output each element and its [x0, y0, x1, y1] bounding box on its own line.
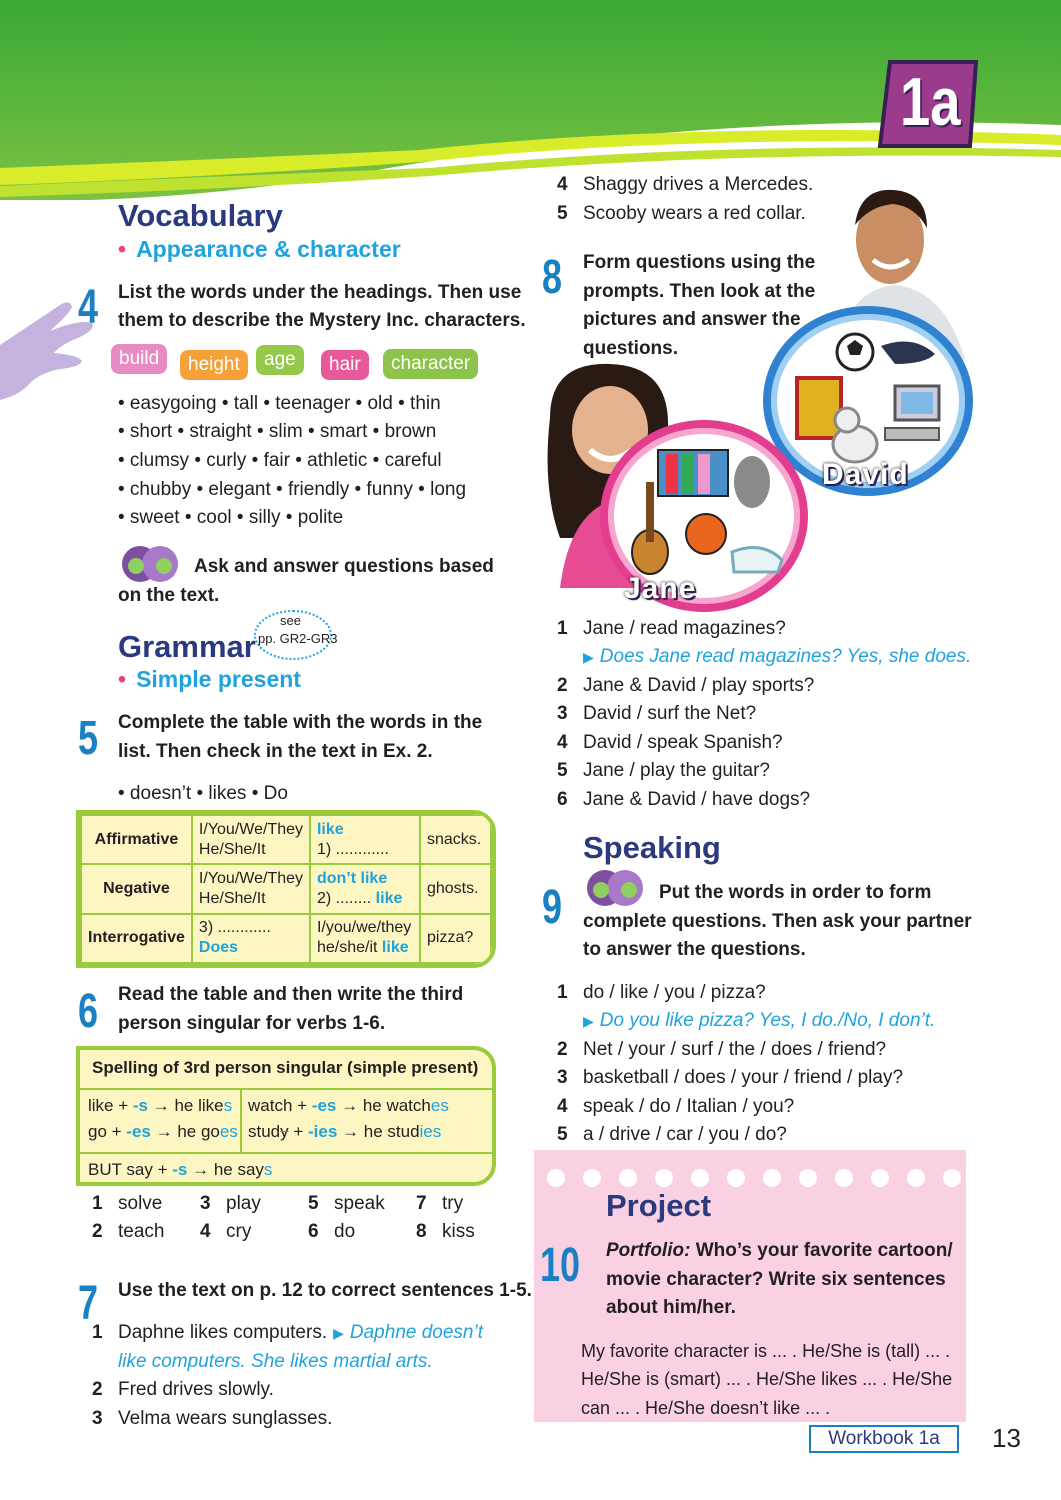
item-number: 6	[308, 1221, 319, 1242]
item-number: 5	[308, 1193, 319, 1214]
exercise-4-number: 4	[78, 281, 99, 334]
rule-part: +	[288, 1122, 309, 1141]
prompt: Jane / read magazines?	[583, 618, 786, 639]
row-label: Interrogative	[81, 914, 192, 963]
exercise-8-instruction-2: prompts. Then look at the	[583, 281, 816, 302]
prompt: Jane / play the guitar?	[583, 760, 770, 781]
bullet-icon: •	[118, 236, 127, 262]
rule-part: → he like	[148, 1096, 224, 1115]
rule-suffix: -es	[311, 1096, 337, 1115]
verb: cry	[226, 1221, 252, 1242]
rule-say	[88, 1160, 272, 1180]
exercise-7-instruction: Use the text on p. 12 to correct sentences 1-5.	[118, 1280, 532, 1301]
rule-go	[88, 1122, 238, 1142]
verb-item	[200, 1190, 261, 1219]
pair-work-icon	[120, 544, 180, 584]
rule-part: → he watch	[336, 1096, 431, 1115]
item-number: 1	[92, 1193, 103, 1214]
model-answer: Daphne doesn’t	[349, 1322, 483, 1343]
rule-part: go +	[88, 1122, 127, 1141]
prompt: David / speak Spanish?	[583, 732, 783, 753]
item-number: 1	[557, 982, 568, 1003]
exercise-10-instruction-1	[606, 1237, 953, 1266]
rule-crossed: y	[280, 1122, 289, 1141]
item-number: 3	[92, 1408, 103, 1429]
subject-verb	[317, 938, 413, 958]
notebook-holes-decoration	[534, 1164, 966, 1192]
unit-tab	[876, 58, 984, 150]
exercise-7-number: 7	[78, 1277, 99, 1330]
rule-part: stud	[248, 1122, 281, 1141]
row-label: Negative	[81, 864, 192, 913]
item-number: 2	[557, 675, 568, 696]
table-cell: snacks.	[420, 815, 491, 864]
table-row	[81, 815, 491, 864]
prompt: Jane & David / have dogs?	[583, 789, 811, 810]
item-number: 2	[557, 1039, 568, 1060]
sentence: Scooby wears a red collar.	[583, 203, 806, 224]
prompt: basketball / does / your / friend / play?	[583, 1067, 904, 1088]
item-number: 7	[416, 1193, 427, 1214]
exercise-9-instruction-2: complete questions. Then ask your partner	[583, 911, 972, 932]
exercise-5-word-list: • doesn’t • likes • Do	[118, 783, 288, 804]
item-number: 5	[557, 760, 568, 781]
spelling-title: Spelling of 3rd person singular (simple present)	[92, 1058, 479, 1077]
ex9-item-4	[557, 1093, 794, 1122]
spelling-divider	[80, 1152, 496, 1154]
word-line-3: • clumsy • curly • fair • athletic • careful	[118, 450, 442, 471]
rule-suffix: -es	[126, 1122, 151, 1141]
rule-suffix: es	[219, 1122, 238, 1141]
ex7-item-4	[557, 171, 813, 200]
exercise-6-instruction-2: person singular for verbs 1-6.	[118, 1013, 386, 1034]
item-number: 1	[557, 618, 568, 639]
rule-part: → he stud	[337, 1122, 420, 1141]
grammar-table-box	[76, 810, 496, 968]
blank: 3) ............	[198, 919, 271, 937]
ex9-item-5	[557, 1121, 787, 1150]
word-line-2: • short • straight • slim • smart • brown	[118, 421, 437, 442]
prompt: Net / your / surf / the / does / friend?	[583, 1039, 887, 1060]
table-cell	[310, 914, 420, 963]
subject: he/she/it	[316, 939, 378, 957]
arrow-icon: ▶	[583, 649, 594, 665]
blank: 2) ........	[316, 889, 372, 907]
workbook-link[interactable]: Workbook 1a	[809, 1425, 959, 1453]
prompt: David / surf the Net?	[583, 703, 757, 724]
portfolio-label: Portfolio:	[606, 1240, 691, 1261]
table-cell	[192, 864, 310, 913]
grammar-reference-see: see	[280, 613, 301, 628]
exercise-9-instruction-1: Put the words in order to form	[659, 882, 932, 903]
exercise-10-instruction-2: movie character? Write six sentences	[606, 1269, 946, 1290]
table-cell	[310, 815, 420, 864]
ex7-item-3	[92, 1405, 332, 1434]
verb: don’t like	[316, 869, 388, 887]
prompt: do / like / you / pizza?	[583, 982, 766, 1003]
rule-suffix: ies	[419, 1122, 442, 1141]
sentence: Velma wears sunglasses.	[118, 1408, 333, 1429]
exercise-10-number: 10	[540, 1239, 581, 1292]
exercise-8-number: 8	[542, 251, 563, 304]
rule-suffix: es	[430, 1096, 449, 1115]
subject: He/She/It	[198, 889, 266, 907]
rule-suffix: -ies	[308, 1122, 338, 1141]
pair-work-icon	[585, 868, 645, 908]
project-model-3: can ... . He/She doesn’t like ... .	[581, 1398, 831, 1418]
grammar-subtitle-text: Simple present	[136, 666, 301, 692]
rule-suffix: s	[223, 1096, 233, 1115]
rule-part: like +	[88, 1096, 133, 1115]
ex8-item-4	[557, 729, 783, 758]
david-label: David	[822, 458, 909, 491]
verb-item	[200, 1218, 251, 1247]
rule-suffix: s	[263, 1160, 273, 1179]
pair-instruction-2: on the text.	[118, 585, 220, 606]
item-number: 1	[92, 1322, 103, 1343]
bullet-icon: •	[118, 666, 127, 692]
verb: play	[226, 1193, 261, 1214]
sentence: Daphne likes computers.	[118, 1322, 328, 1343]
exercise-5-instruction-2: list. Then check in the text in Ex. 2.	[118, 741, 433, 762]
verb: like	[316, 820, 344, 838]
subject: I/you/we/they	[316, 919, 412, 937]
speaking-title: Speaking	[583, 830, 721, 865]
heading-age: age	[256, 345, 304, 375]
unit-tab-label: 1a	[900, 64, 961, 140]
item-number: 6	[557, 789, 568, 810]
exercise-8-instruction-1: Form questions using the	[583, 252, 816, 273]
rule-part: watch +	[248, 1096, 312, 1115]
exercise-9-instruction-3: to answer the questions.	[583, 939, 806, 960]
table-cell	[310, 864, 420, 913]
jane-label: Jane	[624, 572, 697, 605]
ex7-item-1	[92, 1319, 483, 1348]
vocabulary-subtitle	[118, 236, 401, 263]
arrow-icon: ▶	[333, 1325, 344, 1341]
verb-item	[416, 1190, 463, 1219]
vocabulary-title: Vocabulary	[118, 198, 283, 233]
ex8-answer	[583, 643, 971, 672]
verb-item	[308, 1190, 385, 1219]
table-row	[81, 864, 491, 913]
rule-part: BUT say +	[88, 1160, 173, 1179]
grammar-table	[80, 814, 492, 964]
exercise-8-instruction-4: questions.	[583, 338, 679, 359]
row-label: Affirmative	[81, 815, 192, 864]
grammar-title: Grammar	[118, 629, 256, 664]
item-number: 4	[557, 174, 568, 195]
verb-item	[92, 1190, 162, 1219]
table-cell: ghosts.	[420, 864, 491, 913]
page-number: 13	[992, 1423, 1021, 1453]
rule-suffix: -s	[132, 1096, 149, 1115]
ex9-item-1	[557, 979, 766, 1008]
ex7-item-5	[557, 200, 806, 229]
project-model-2: He/She is (smart) ... . He/She likes ... . He/She	[581, 1369, 953, 1389]
ex8-item-5	[557, 757, 770, 786]
ex9-item-2	[557, 1036, 886, 1065]
verb: try	[442, 1193, 464, 1214]
pair-instruction-1: Ask and answer questions based	[194, 556, 494, 577]
table-row	[81, 914, 491, 963]
verb: solve	[118, 1193, 163, 1214]
item-number: 2	[92, 1221, 103, 1242]
item-number: 2	[92, 1379, 103, 1400]
subject: I/You/We/They	[198, 820, 303, 838]
ex9-item-3	[557, 1064, 903, 1093]
item-number: 3	[557, 703, 568, 724]
verb-item	[308, 1218, 355, 1247]
word-line-5: • sweet • cool • silly • polite	[118, 507, 344, 528]
item-number: 4	[557, 732, 568, 753]
model-answer-continued: like computers. She likes martial arts.	[118, 1351, 433, 1372]
ex8-item-3	[557, 700, 756, 729]
table-cell	[192, 914, 310, 963]
exercise-5-number: 5	[78, 712, 99, 765]
grammar-subtitle	[118, 666, 301, 693]
exercise-4-instruction-1: List the words under the headings. Then use	[118, 282, 522, 303]
sentence: Shaggy drives a Mercedes.	[583, 174, 814, 195]
rule-part: → he say	[187, 1160, 264, 1179]
subject: I/You/We/They	[198, 869, 303, 887]
prompt: a / drive / car / you / do?	[583, 1124, 787, 1145]
instruction-text: Who’s your favorite cartoon/	[690, 1240, 953, 1261]
vocabulary-subtitle-text: Appearance & character	[136, 236, 401, 262]
verb: kiss	[442, 1221, 475, 1242]
heading-hair: hair	[321, 350, 369, 380]
spelling-vdivider	[240, 1088, 242, 1152]
ex8-item-6	[557, 786, 810, 815]
item-number: 3	[200, 1193, 211, 1214]
item-number: 8	[416, 1221, 427, 1242]
grammar-reference-pages: pp. GR2-GR3	[258, 631, 338, 646]
prompt: speak / do / Italian / you?	[583, 1096, 795, 1117]
sentence: Fred drives slowly.	[118, 1379, 274, 1400]
verb-blank: 1) ............	[316, 840, 389, 858]
item-number: 5	[557, 1124, 568, 1145]
exercise-9-number: 9	[542, 881, 563, 934]
verb: like	[375, 889, 403, 907]
verb: do	[334, 1221, 356, 1242]
word-line-1: • easygoing • tall • teenager • old • thin	[118, 393, 441, 414]
ex9-answer	[583, 1007, 935, 1036]
ex8-item-2	[557, 672, 814, 701]
project-title: Project	[606, 1188, 712, 1223]
table-cell: pizza?	[420, 914, 491, 963]
auxiliary: Does	[198, 939, 239, 957]
word-line-4: • chubby • elegant • friendly • funny • long	[118, 479, 467, 500]
verb-item	[92, 1218, 164, 1247]
item-number: 3	[557, 1067, 568, 1088]
exercise-10-instruction-3: about him/her.	[606, 1297, 736, 1318]
exercise-6-number: 6	[78, 985, 99, 1038]
subject: He/She/It	[198, 840, 266, 858]
verb-item	[416, 1218, 475, 1247]
heading-height: height	[180, 350, 248, 380]
project-model-1: My favorite character is ... . He/She is (tall) ... .	[581, 1341, 951, 1361]
exercise-6-instruction-1: Read the table and then write the third	[118, 984, 464, 1005]
exercise-8-instruction-3: pictures and answer the	[583, 309, 801, 330]
table-cell	[192, 815, 310, 864]
item-number: 5	[557, 203, 568, 224]
heading-build: build	[111, 344, 167, 374]
verb: speak	[334, 1193, 385, 1214]
heading-character: character	[383, 349, 478, 379]
verb-blank	[317, 889, 413, 909]
verb: teach	[118, 1221, 165, 1242]
rule-study	[248, 1122, 441, 1142]
prompt: Jane & David / play sports?	[583, 675, 815, 696]
item-number: 4	[557, 1096, 568, 1117]
ex7-item-2	[92, 1376, 274, 1405]
exercise-5-instruction-1: Complete the table with the words in the	[118, 712, 483, 733]
item-number: 4	[200, 1221, 211, 1242]
rule-like	[88, 1096, 232, 1116]
spelling-box	[76, 1046, 496, 1186]
model-answer: Do you like pizza? Yes, I do./No, I don’t.	[599, 1010, 936, 1031]
arrow-icon: ▶	[583, 1013, 594, 1029]
ex8-item-1	[557, 615, 786, 644]
exercise-4-instruction-2: them to describe the Mystery Inc. characters.	[118, 310, 526, 331]
model-answer: Does Jane read magazines? Yes, she does.	[599, 646, 972, 667]
verb: like	[381, 939, 409, 957]
rule-suffix: -s	[172, 1160, 188, 1179]
rule-part: → he go	[150, 1122, 220, 1141]
spelling-divider	[80, 1088, 496, 1090]
rule-watch	[248, 1096, 449, 1116]
hobby-objects-icon	[622, 442, 792, 592]
